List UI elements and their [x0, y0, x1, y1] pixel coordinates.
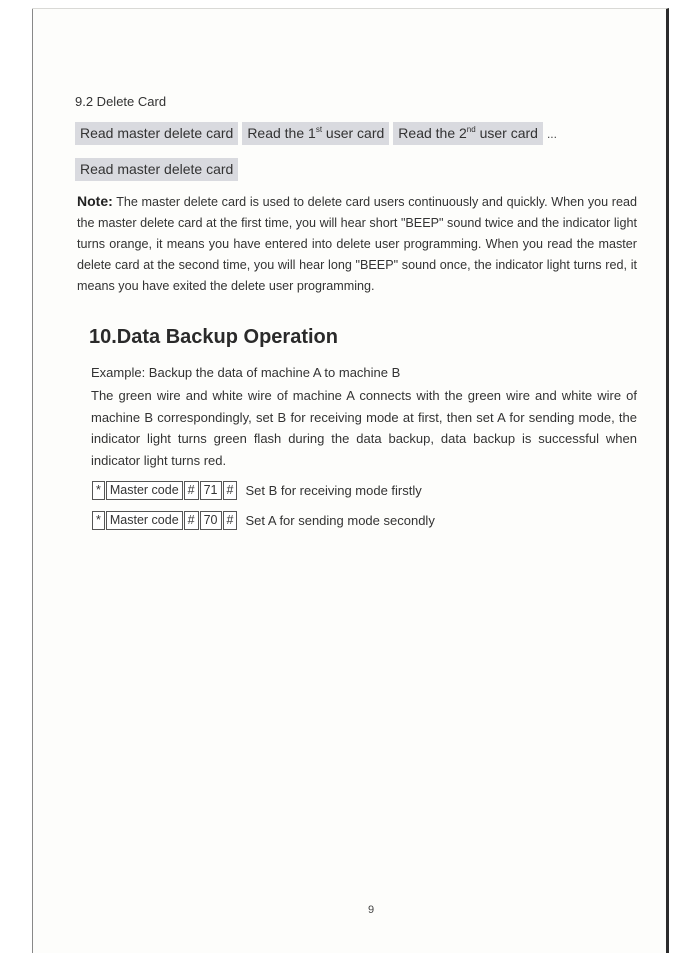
step-read-first-user-card — [242, 122, 389, 145]
key-code: 70 — [200, 511, 222, 530]
step-text: Read the 1 — [247, 125, 316, 141]
key-hash: # — [223, 511, 238, 530]
section-heading-delete-card: 9.2 Delete Card — [75, 94, 167, 109]
ordinal-suffix: st — [315, 125, 323, 134]
section-heading-data-backup: 10.Data Backup Operation — [89, 326, 338, 348]
key-code: 71 — [200, 481, 222, 500]
step-read-master-delete-card-again: Read master delete card — [75, 158, 238, 181]
key-star: * — [92, 511, 105, 530]
key-master-code: Master code — [106, 511, 183, 530]
key-hash: # — [184, 511, 199, 530]
note-text: The master delete card is used to delete card users continuously and quickly. When you read the master delete card at the first time, you will hear short "BEEP" sound twice and the indicator light turns orange, it means you have entered into delete user programming. When you read the master delete card at the second time, you will hear long "BEEP" sound once, the indicator light turns red, it means you have exited the delete user programming. — [77, 195, 637, 293]
command-description: Set A for sending mode secondly — [245, 513, 435, 528]
delete-card-steps-row-2 — [75, 158, 242, 181]
key-master-code: Master code — [106, 481, 183, 500]
page-number: 9 — [368, 904, 375, 916]
key-star: * — [92, 481, 105, 500]
command-receive-mode — [92, 481, 422, 500]
step-text: user card — [475, 125, 538, 141]
backup-description: The green wire and white wire of machine A connects with the green wire and white wire of machine B correspondingly, set B for receiving mode at first, then set A for sending mode, the indicator light turns green flash during the data backup, data backup is successful when indicator light turns red. — [91, 388, 637, 468]
key-hash: # — [184, 481, 199, 500]
step-read-second-user-card — [393, 122, 543, 145]
key-hash: # — [223, 481, 238, 500]
step-read-master-delete-card: Read master delete card — [75, 122, 238, 145]
step-text: Read the 2 — [398, 125, 467, 141]
continuation-ellipsis: ... — [546, 127, 557, 141]
ordinal-suffix: nd — [466, 125, 476, 134]
step-text: user card — [322, 125, 385, 141]
command-description: Set B for receiving mode firstly — [245, 483, 422, 498]
delete-card-steps-row-1 — [75, 122, 557, 145]
note-paragraph — [77, 191, 637, 297]
note-label: Note: — [77, 193, 113, 209]
example-line: Example: Backup the data of machine A to machine B — [91, 365, 401, 380]
command-send-mode — [92, 511, 435, 530]
